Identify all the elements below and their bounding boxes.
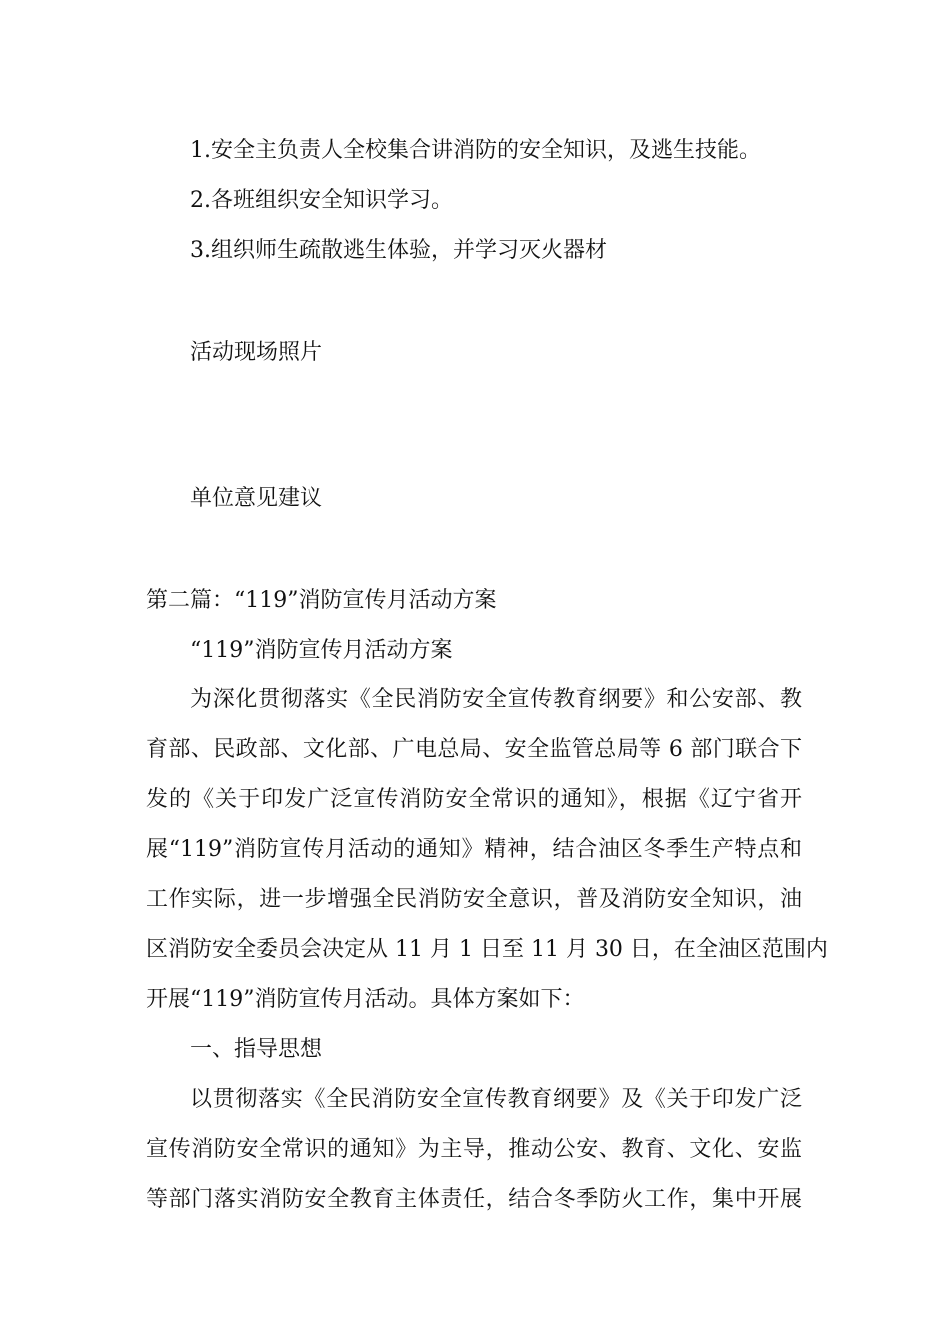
list-item-1: 1.安全主负责人全校集合讲消防的安全知识，及逃生技能。 — [190, 138, 761, 163]
intro-line-7: 开展“119”消防宣传月活动。具体方案如下： — [146, 987, 585, 1012]
guiding-line-1: 以贯彻落实《全民消防安全宣传教育纲要》及《关于印发广泛 — [190, 1087, 802, 1112]
section-heading: 第二篇：“119”消防宣传月活动方案 — [146, 588, 497, 613]
plan-title: “119”消防宣传月活动方案 — [190, 638, 453, 663]
intro-line-1: 为深化贯彻落实《全民消防安全宣传教育纲要》和公安部、教 — [190, 687, 802, 712]
opinion-label: 单位意见建议 — [190, 486, 323, 511]
list-item-3: 3.组织师生疏散逃生体验，并学习灭火器材 — [190, 238, 607, 263]
photos-label: 活动现场照片 — [190, 340, 323, 365]
guiding-line-2: 宣传消防安全常识的通知》为主导，推动公安、教育、文化、安监 — [146, 1137, 802, 1162]
guiding-line-3: 等部门落实消防安全教育主体责任，结合冬季防火工作，集中开展 — [146, 1187, 802, 1212]
intro-line-4: 展“119”消防宣传月活动的通知》精神，结合油区冬季生产特点和 — [146, 837, 802, 862]
intro-line-2: 育部、民政部、文化部、广电总局、安全监管总局等 6 部门联合下 — [146, 737, 802, 762]
list-item-2: 2.各班组织安全知识学习。 — [190, 188, 453, 213]
intro-line-3: 发的《关于印发广泛宣传消防安全常识的通知》，根据《辽宁省开 — [146, 787, 802, 812]
guiding-heading: 一、指导思想 — [190, 1037, 323, 1062]
intro-line-5: 工作实际，进一步增强全民消防安全意识，普及消防安全知识，油 — [146, 887, 802, 912]
intro-line-6: 区消防安全委员会决定从 11 月 1 日至 11 月 30 日，在全油区范围内 — [146, 937, 828, 962]
